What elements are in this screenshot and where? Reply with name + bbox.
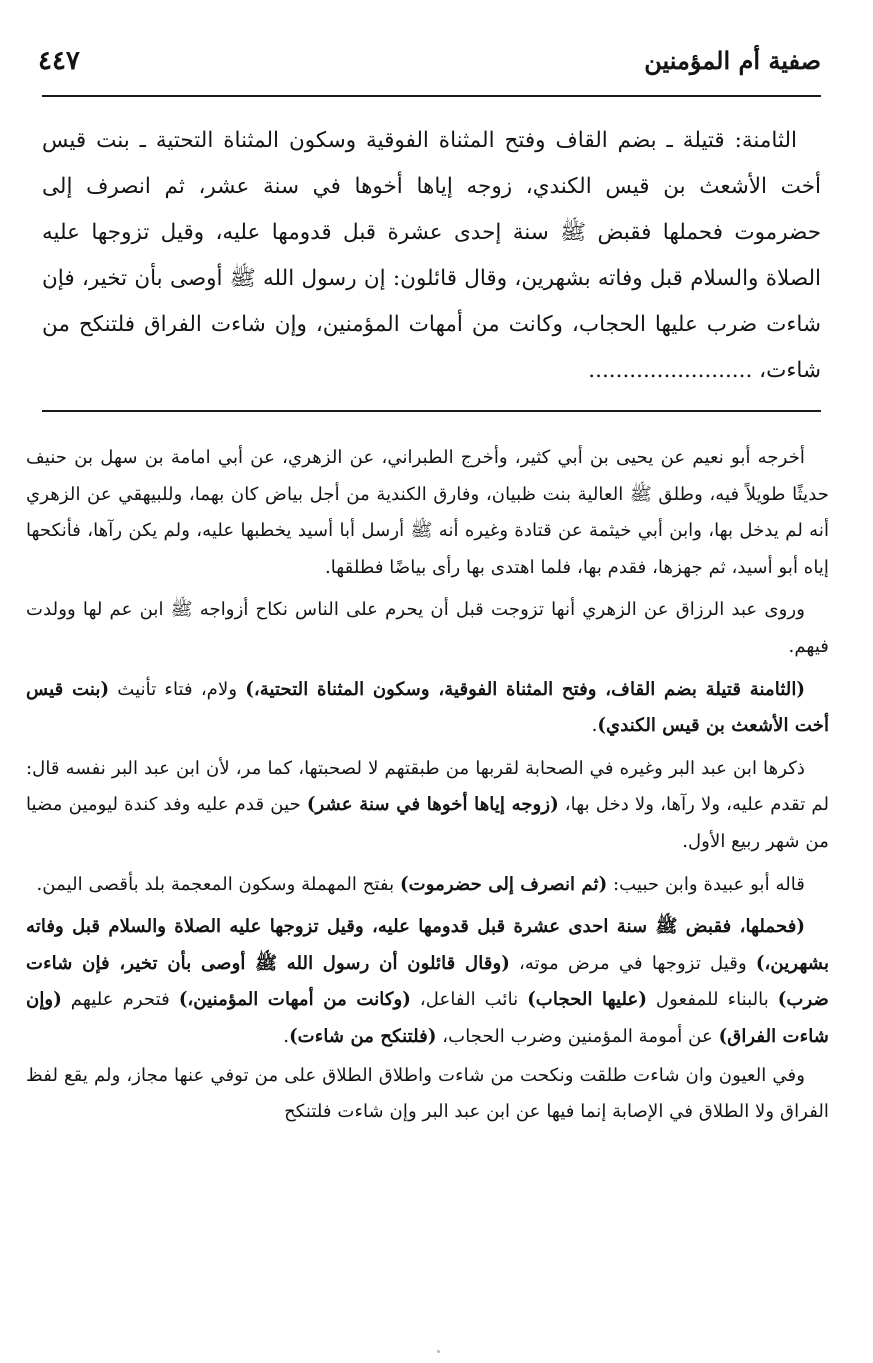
quoted-phrase: (عليها الحجاب) [527, 989, 647, 1011]
quoted-phrase: (الثامنة قتيلة بضم القاف، وفتح المثناة الفوقية، وسكون المثناة التحتية،) [245, 678, 806, 700]
commentary [26, 440, 829, 1137]
commentary-divider [42, 410, 821, 412]
quoted-phrase: (بنت قيس أخت الأشعث بن قيس الكندي) [26, 678, 829, 737]
commentary-paragraph-5: قاله أبو عبيدة وابن حبيب: (ثم انصرف إلى حضرموت) بفتح المهملة وسكون المعجمة بلد بأقصى اليمن. [36, 873, 805, 895]
commentary-paragraph-1: أخرجه أبو نعيم عن يحيى بن أبي كثير، وأخرج الطبراني، عن الزهري، عن أبي امامة بن سهل بن حنيف حديثًا طويلاً فيه، وطلق ﷺ العالية بنت ظبيان، وفارق الكندية من أجل بياض كان بهما، وللبيهقي عن الزهري أنه لم يدخل بها، وابن أبي خيثمة عن قتادة وغيره أنه ﷺ أرسل أبا أسيد يخطبها عليه، ولم يكن رآها، فأنكحها إياه أبو أسيد، ثم جهزها، فقدم بها، فلما اهتدى بها رأى بياضًا فطلقها. [26, 447, 829, 578]
commentary-paragraph-7: وفي العيون وان شاءت طلقت ونكحت من شاءت واطلاق الطلاق على من توفي عنها مجاز، ولم يقع لفظ الفراق ولا الطلاق في الإصابة إنما فيها عن ابن عبد البر وإن شاءت فلتنكح [26, 1064, 829, 1123]
quoted-phrase: (ثم انصرف إلى حضرموت) [399, 873, 608, 895]
quoted-phrase: (وكانت من أمهات المؤمنين،) [178, 989, 411, 1011]
main-text-paragraph: الثامنة: قتيلة ـ بضم القاف وفتح المثناة الفوقية وسكون المثناة التحتية ـ بنت قيس أخت الأشعث بن قيس الكندي، زوجه إياها أخوها في سنة عشر، ثم انصرف إلى حضرموت فحملها فقبض ﷺ سنة إحدى عشرة قبل قدومها عليه، وقيل تزوجها عليه الصلاة والسلام قبل وفاته بشهرين، وقال قائلون: إن رسول الله ﷺ أوصى بأن تخير، فإن شاءت ضرب عليها الحجاب، وكانت من أمهات المؤمنين، وإن شاءت الفراق فلتنكح من شاءت، ........................ [42, 128, 821, 383]
quoted-phrase: (فحملها، فقبض ﷺ سنة احدى عشرة قبل قدومها عليه، وقيل تزوجها عليه الصلاة والسلام قبل وفاته بشهرين،) [26, 916, 830, 974]
commentary-paragraph-2: وروى عبد الرزاق عن الزهري أنها تزوجت قبل أن يحرم على الناس نكاح أزواجه ﷺ ابن عم لها وولدت فيهم. [26, 599, 829, 657]
page-number: ٤٤٧ [38, 46, 80, 76]
quoted-phrase: (وقال قائلون أن رسول الله ﷺ أوصى بأن تخير، فإن شاءت ضرب) [26, 952, 829, 1011]
header-rule [42, 95, 821, 97]
running-header [38, 36, 821, 86]
scan-speck [437, 1350, 440, 1353]
main-text [42, 118, 821, 394]
header-title: صفية أم المؤمنين [644, 46, 821, 75]
commentary-paragraph-3: (الثامنة قتيلة بضم القاف، وفتح المثناة الفوقية، وسكون المثناة التحتية،) ولام، فتاء تأنيث (بنت قيس أخت الأشعث بن قيس الكندي). [26, 678, 829, 737]
quoted-phrase: (زوجه إياها أخوها في سنة عشر) [306, 794, 559, 816]
quoted-phrase: (وإن شاءت الفراق) [26, 989, 829, 1047]
quoted-phrase: (فلتنكح من شاءت) [289, 1025, 437, 1047]
commentary-paragraph-4: ذكرها ابن عبد البر وغيره في الصحابة لقربها من طبقتهم لا لصحبتها، كما مر، لأن ابن عبد البر نفسه قال: لم تقدم عليه، ولا رآها، ولا دخل بها، (زوجه إياها أخوها في سنة عشر) حين قدم عليه وفد كندة ليومين مضيا من شهر ربيع الأول. [26, 757, 829, 852]
commentary-paragraph-6: (فحملها، فقبض ﷺ سنة احدى عشرة قبل قدومها عليه، وقيل تزوجها عليه الصلاة والسلام قبل وفاته بشهرين،) وقيل تزوجها في مرض موته، (وقال قائلون أن رسول الله ﷺ أوصى بأن تخير، فإن شاءت ضرب) بالبناء للمفعول (عليها الحجاب) نائب الفاعل، (وكانت من أمهات المؤمنين،) فتحرم عليهم (وإن شاءت الفراق) عن أمومة المؤمنين وضرب الحجاب، (فلتنكح من شاءت). [26, 916, 830, 1047]
